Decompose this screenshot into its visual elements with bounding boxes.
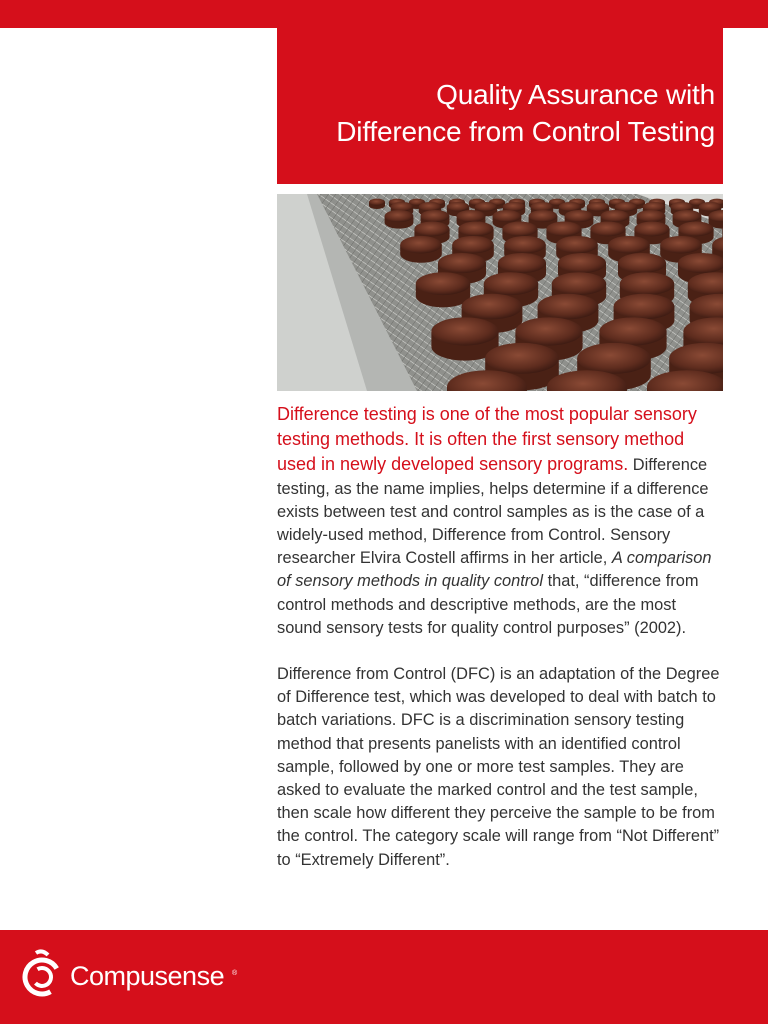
cookie-top — [699, 202, 721, 211]
cookie-top — [601, 210, 630, 222]
cookie-top — [458, 222, 493, 237]
cookie-top — [559, 202, 581, 211]
cookie-top — [431, 317, 498, 345]
cookie-top — [556, 236, 598, 253]
paragraph-1-text-b: that, “difference from control methods and descriptive methods, are the most sound sensory tests for quality control purposes” (2002). — [277, 572, 699, 637]
paragraph-1 — [277, 402, 723, 640]
cookie-top — [493, 210, 522, 222]
page-title — [277, 76, 715, 150]
cookie-top — [457, 210, 486, 222]
cookie-top — [452, 236, 494, 253]
cookie-top — [414, 222, 449, 237]
cookie-top — [673, 210, 702, 222]
lead-text: Difference testing is one of the most popular sensory testing methods. It is often the first sensory method used in newly developed sensory programs. — [277, 404, 697, 475]
cookie-top — [618, 253, 666, 273]
cookie-top — [447, 202, 469, 211]
title-line-2: Difference from Control Testing — [336, 116, 715, 147]
paragraph-1-text-a: Difference testing, as the name implies, helps determine if a difference exists between test and control samples as is the case of a widely-used method, Difference from Control. Sensory researcher Elvira Costell affirms in her article, — [277, 456, 709, 568]
cookie-top — [608, 236, 650, 253]
cookie-top — [438, 253, 486, 273]
cookie-top — [615, 202, 637, 211]
cookie-top — [660, 236, 702, 253]
cookie-top — [498, 253, 546, 273]
cookie-top — [565, 210, 594, 222]
brand-name: Compusense — [70, 961, 225, 991]
cookie-top — [546, 222, 581, 237]
cookie-top — [485, 343, 559, 374]
cookie-top — [643, 202, 665, 211]
cookie-top — [504, 236, 546, 253]
cookie-top — [503, 202, 525, 211]
cookie-top — [369, 199, 385, 206]
cookie-top — [552, 272, 606, 295]
cookie-top — [515, 317, 582, 345]
cookie-top — [391, 202, 413, 211]
cookie-top — [558, 253, 606, 273]
cookies-conveyor-photo — [277, 194, 723, 391]
cookie-top — [421, 210, 450, 222]
cookie-top — [385, 210, 414, 222]
cookie-top — [637, 210, 666, 222]
cookie-top — [577, 343, 651, 374]
cookie-top — [462, 294, 523, 320]
title-banner — [277, 28, 723, 184]
title-line-1: Quality Assurance with — [436, 79, 715, 110]
cookie-top — [587, 202, 609, 211]
trademark-symbol: ® — [232, 970, 238, 977]
cookie-top — [590, 222, 625, 237]
footer-bar — [0, 930, 768, 1024]
compusense-logo-icon — [22, 947, 66, 1001]
cookie-top — [400, 236, 442, 253]
cookie-top — [419, 202, 441, 211]
article-body — [277, 402, 723, 872]
cookie-top — [678, 222, 713, 237]
cookie-top — [502, 222, 537, 237]
cookie-top — [671, 202, 693, 211]
cookie-top — [529, 210, 558, 222]
cookie-top — [484, 272, 538, 295]
paragraph-2: Difference from Control (DFC) is an adaptation of the Degree of Difference test, which was developed to deal with batch to batch variations. DFC is a discrimination sensory testing method that presents panelists with an identified control sample, followed by one or more test samples. They are asked to evaluate the marked control and the test sample, then scale how different they perceive the sample to be from the control. The category scale will range from “Not Different” to “Extremely Different”. — [277, 665, 720, 869]
cookie-top — [475, 202, 497, 211]
cookie-top — [599, 317, 666, 345]
cookie-top — [634, 222, 669, 237]
cookie-top — [531, 202, 553, 211]
citation-title: A comparison of sensory methods in quality control — [277, 549, 712, 591]
cookie-top — [614, 294, 675, 320]
cookie-top — [620, 272, 674, 295]
cookie-top — [538, 294, 599, 320]
top-red-bar — [0, 0, 768, 28]
cookie-top — [416, 272, 470, 295]
